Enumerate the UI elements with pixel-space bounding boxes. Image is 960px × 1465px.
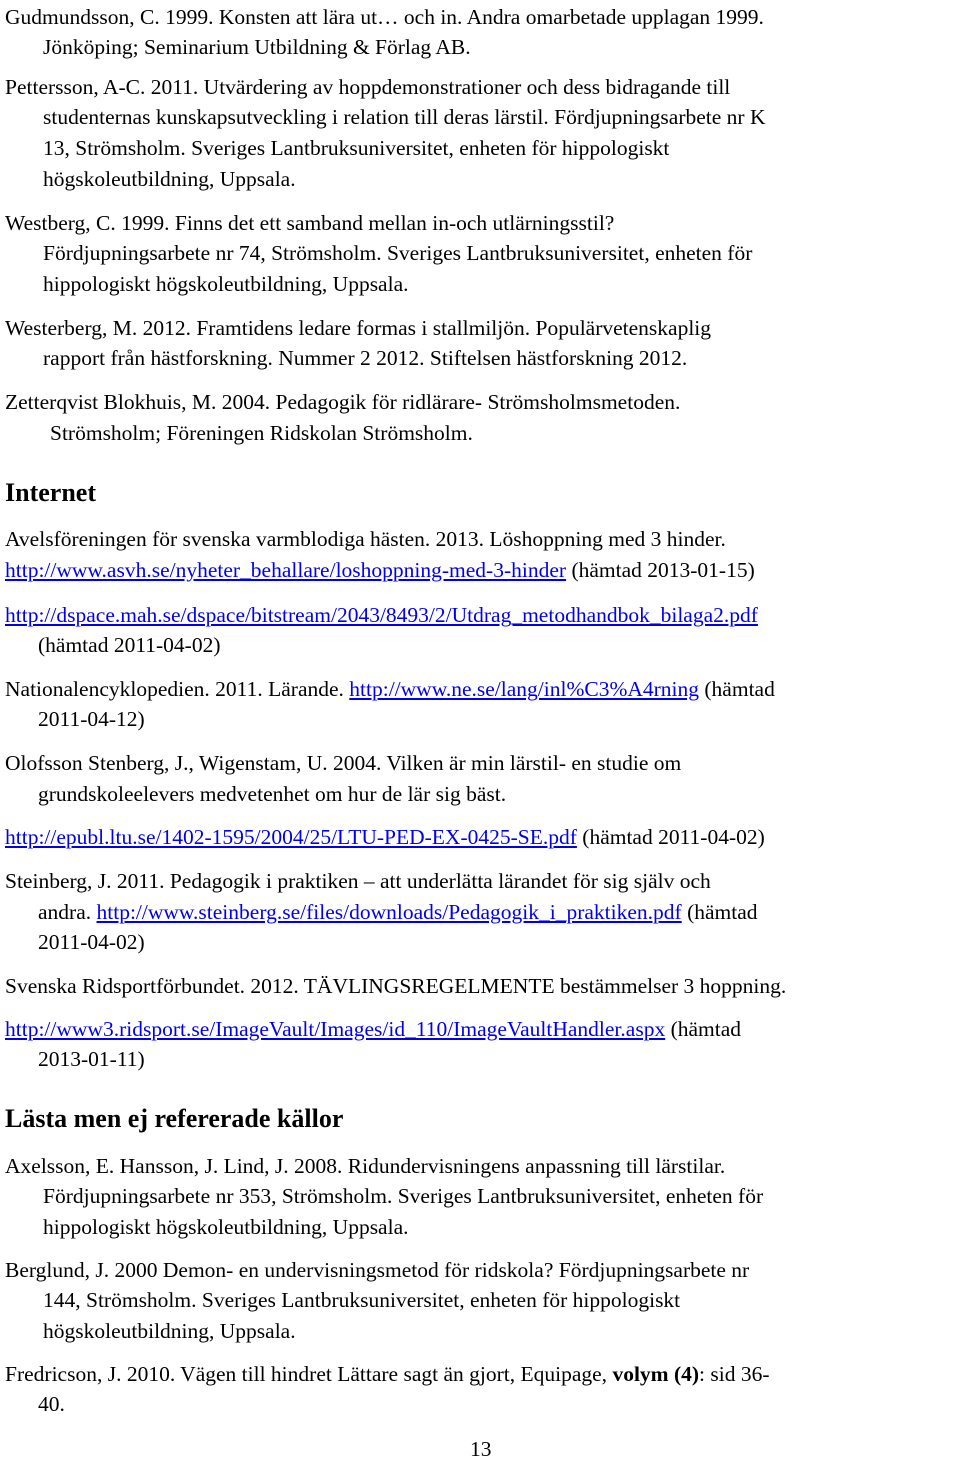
page-number: 13 (470, 1437, 492, 1461)
ref-fredricson-line1 (5, 1359, 770, 1389)
ref-fredricson-line2: 40. (38, 1392, 65, 1416)
ref-pettersson-line1: Pettersson, A-C. 2011. Utvärdering av hoppdemonstrationer och dess bidragande till (5, 75, 731, 99)
ref-zetterqvist-line2: Strömsholm; Föreningen Ridskolan Strömsholm. (50, 421, 473, 445)
ref-steinberg-andra: andra. (38, 900, 97, 924)
ref-ridsport-line3: 2013-01-11) (38, 1047, 145, 1071)
ref-dspace-line1 (5, 600, 758, 630)
ref-epubl-line1 (5, 822, 765, 852)
ref-westberg-line2: Fördjupningsarbete nr 74, Strömsholm. Sveriges Lantbruksuniversitet, enheten för (43, 241, 753, 265)
ref-pettersson-line3: 13, Strömsholm. Sveriges Lantbruksuniversitet, enheten för hippologiskt (43, 136, 670, 160)
ref-zetterqvist-line1: Zetterqvist Blokhuis, M. 2004. Pedagogik för ridlärare- Strömsholmsmetoden. (5, 390, 681, 414)
link-ridsport[interactable]: http://www3.ridsport.se/ImageVault/Images/id_110/ImageVaultHandler.aspx (5, 1017, 666, 1041)
ref-pettersson-line4: högskoleutbildning, Uppsala. (43, 167, 296, 191)
ref-avels-line2 (5, 555, 755, 585)
ref-fredricson-text: Fredricson, J. 2010. Vägen till hindret Lättare sagt än gjort, Equipage, (5, 1362, 613, 1386)
section-heading-lasta: Lästa men ej refererade källor (5, 1104, 344, 1133)
link-asvh[interactable]: http://www.asvh.se/nyheter_behallare/loshoppning-med-3-hinder (5, 558, 567, 582)
link-ne[interactable]: http://www.ne.se/lang/inl%C3%A4rning (349, 677, 700, 701)
ref-berglund-line3: högskoleutbildning, Uppsala. (43, 1319, 296, 1343)
ref-pettersson-line2: studenternas kunskapsutveckling i relation till deras lärstil. Fördjupningsarbete nr K (43, 105, 766, 129)
ref-ne-date: (hämtad (699, 677, 775, 701)
link-epubl[interactable]: http://epubl.ltu.se/1402-1595/2004/25/LTU-PED-EX-0425-SE.pdf (5, 825, 577, 849)
ref-fredricson-volume: volym (4) (612, 1362, 700, 1386)
link-steinberg[interactable]: http://www.steinberg.se/files/downloads/Pedagogik_i_praktiken.pdf (96, 900, 682, 924)
ref-ne-line2: 2011-04-12) (38, 707, 145, 731)
ref-ne-text: Nationalencyklopedien. 2011. Lärande. (5, 677, 350, 701)
ref-westerberg-line1: Westerberg, M. 2012. Framtidens ledare formas i stallmiljön. Populärvetenskaplig (5, 316, 712, 340)
ref-dspace-line2: (hämtad 2011-04-02) (38, 633, 221, 657)
ref-westberg-line1: Westberg, C. 1999. Finns det ett samband mellan in-och utlärningsstil? (5, 211, 615, 235)
ref-avels-date: (hämtad 2013-01-15) (566, 558, 755, 582)
ref-ridsport-line1: Svenska Ridsportförbundet. 2012. TÄVLINGSREGELMENTE bestämmelser 3 hoppning. (5, 974, 787, 998)
section-heading-internet: Internet (5, 478, 96, 507)
ref-berglund-line2: 144, Strömsholm. Sveriges Lantbruksuniversitet, enheten för hippologiskt (43, 1288, 681, 1312)
ref-olofsson-line1: Olofsson Stenberg, J., Wigenstam, U. 2004. Vilken är min lärstil- en studie om (5, 751, 682, 775)
ref-axelsson-line3: hippologiskt högskoleutbildning, Uppsala. (43, 1215, 409, 1239)
ref-ridsport-date: (hämtad (665, 1017, 742, 1041)
ref-gudmundsson-line1: Gudmundsson, C. 1999. Konsten att lära ut… och in. Andra omarbetade upplagan 1999. (5, 5, 764, 29)
ref-steinberg-line1: Steinberg, J. 2011. Pedagogik i praktiken – att underlätta lärandet för sig själv och (5, 869, 711, 893)
ref-gudmundsson-line2: Jönköping; Seminarium Utbildning & Förlag AB. (43, 35, 471, 59)
ref-steinberg-line2 (38, 897, 758, 927)
ref-ne-line1 (5, 674, 775, 704)
ref-fredricson-pages: : sid 36- (699, 1362, 770, 1386)
ref-axelsson-line1: Axelsson, E. Hansson, J. Lind, J. 2008. Ridundervisningens anpassning till lärstilar. (5, 1154, 726, 1178)
link-dspace[interactable]: http://dspace.mah.se/dspace/bitstream/2043/8493/2/Utdrag_metodhandbok_bilaga2.pdf (5, 603, 758, 627)
ref-epubl-date: (hämtad 2011-04-02) (576, 825, 765, 849)
ref-olofsson-line2: grundskoleelevers medvetenhet om hur de lär sig bäst. (38, 782, 507, 806)
ref-westerberg-line2: rapport från hästforskning. Nummer 2 2012. Stiftelsen hästforskning 2012. (43, 346, 688, 370)
ref-axelsson-line2: Fördjupningsarbete nr 353, Strömsholm. Sveriges Lantbruksuniversitet, enheten för (43, 1184, 764, 1208)
ref-berglund-line1: Berglund, J. 2000 Demon- en undervisningsmetod för ridskola? Fördjupningsarbete nr (5, 1258, 750, 1282)
ref-ridsport-line2 (5, 1014, 741, 1044)
ref-avels-line1: Avelsföreningen för svenska varmblodiga hästen. 2013. Löshoppning med 3 hinder. (5, 527, 726, 551)
ref-steinberg-line3: 2011-04-02) (38, 930, 145, 954)
ref-steinberg-date: (hämtad (681, 900, 758, 924)
ref-westberg-line3: hippologiskt högskoleutbildning, Uppsala. (43, 272, 409, 296)
